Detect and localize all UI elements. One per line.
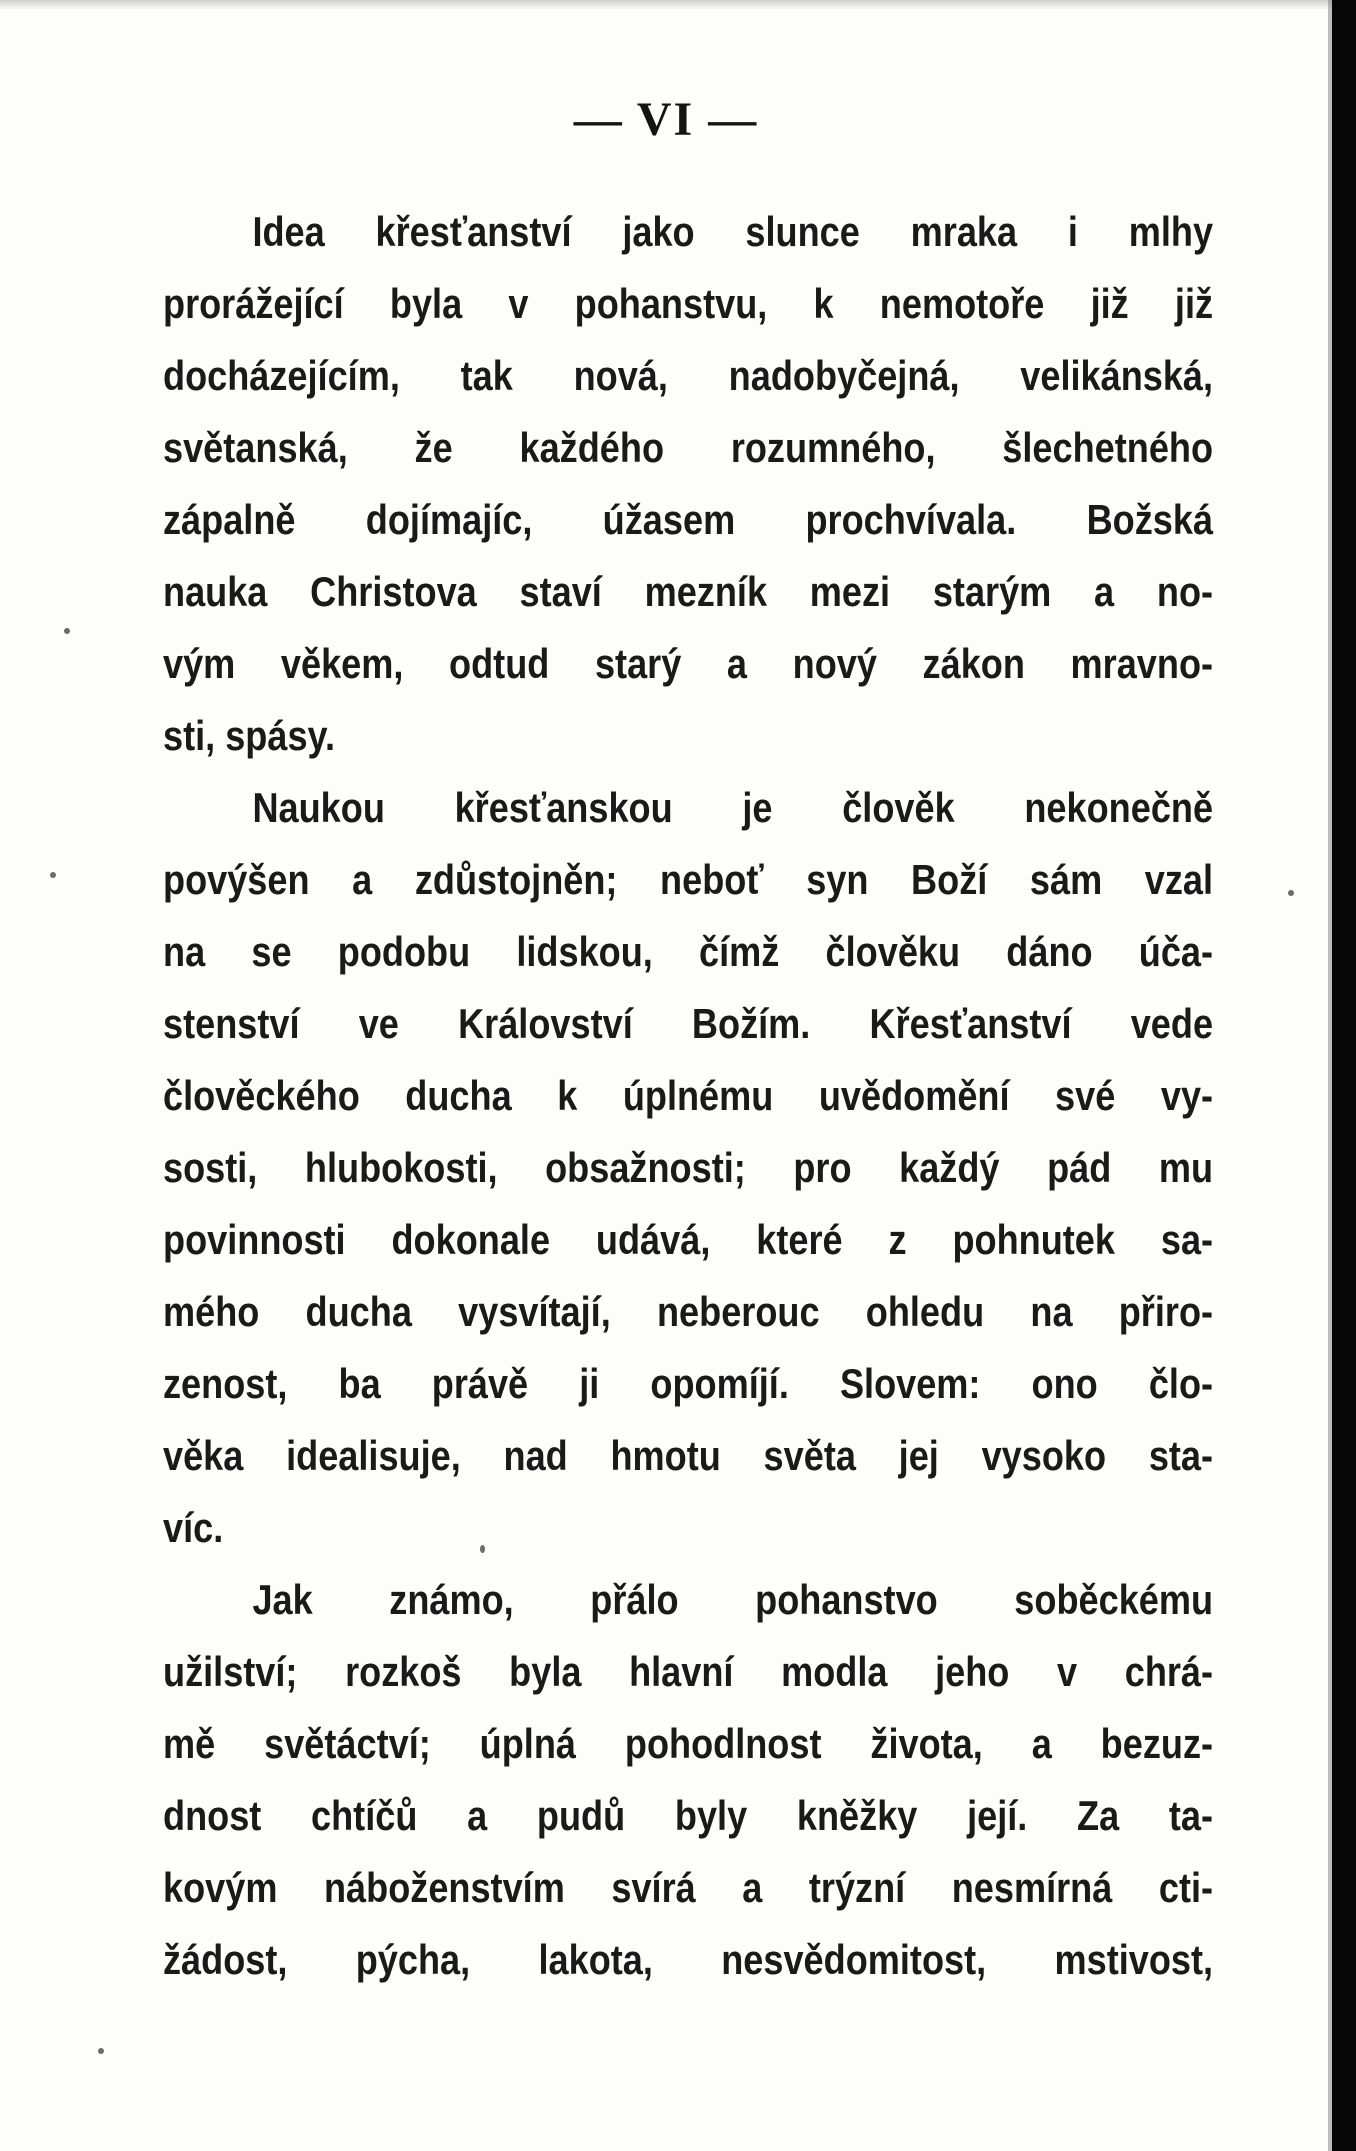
text-line: Naukou křesťanskou je člověk nekonečně bbox=[252, 784, 1214, 831]
body-text bbox=[163, 196, 1213, 1996]
text-line: zápalně dojímajíc, úžasem prochvívala. Božská bbox=[163, 496, 1214, 543]
text-line: dnost chtíčů a pudů byly kněžky její. Za ta- bbox=[163, 1792, 1214, 1839]
print-speck bbox=[1288, 890, 1294, 896]
text-line: víc. bbox=[163, 1504, 224, 1551]
text-line: prorážející byla v pohanstvu, k nemotoře již již bbox=[163, 280, 1214, 327]
text-line: sosti, hlubokosti, obsažnosti; pro každý pád mu bbox=[163, 1144, 1214, 1191]
text-line: mě světáctví; úplná pohodlnost života, a bezuz- bbox=[163, 1720, 1214, 1767]
print-speck bbox=[98, 2048, 104, 2054]
print-speck bbox=[480, 1545, 485, 1553]
text-line: vým věkem, odtud starý a nový zákon mravno- bbox=[163, 640, 1214, 687]
text-line: věka idealisuje, nad hmotu světa jej vysoko sta- bbox=[163, 1432, 1214, 1479]
text-line: nauka Christova staví mezník mezi starým a no- bbox=[163, 568, 1214, 615]
text-line: mého ducha vysvítají, neberouc ohledu na přiro- bbox=[163, 1288, 1214, 1335]
text-line: zenost, ba právě ji opomíjí. Slovem: ono člo- bbox=[163, 1360, 1214, 1407]
text-line: stenství ve Království Božím. Křesťanství vede bbox=[163, 1000, 1214, 1047]
text-line: docházejícím, tak nová, nadobyčejná, velikánská, bbox=[163, 352, 1214, 399]
text-line: na se podobu lidskou, čímž člověku dáno úča- bbox=[163, 928, 1214, 975]
page-right-border bbox=[1332, 0, 1356, 2151]
print-speck bbox=[64, 628, 70, 634]
text-line: sti, spásy. bbox=[163, 712, 335, 759]
text-line: užilství; rozkoš byla hlavní modla jeho v chrá- bbox=[163, 1648, 1214, 1695]
page-top-shadow bbox=[0, 0, 1332, 10]
text-line: člověckého ducha k úplnému uvědomění své vy- bbox=[163, 1072, 1214, 1119]
text-line: Idea křesťanství jako slunce mraka i mlhy bbox=[252, 208, 1214, 255]
text-line: světanská, že každého rozumného, šlechetného bbox=[163, 424, 1214, 471]
page-number-header: — VI — bbox=[573, 93, 759, 146]
text-line: žádost, pýcha, lakota, nesvědomitost, mstivost, bbox=[163, 1936, 1214, 1983]
print-speck bbox=[50, 872, 56, 878]
text-line: povinnosti dokonale udává, které z pohnutek sa- bbox=[163, 1216, 1214, 1263]
text-line: Jak známo, přálo pohanstvo soběckému bbox=[252, 1576, 1214, 1623]
text-line: kovým náboženstvím svírá a trýzní nesmírná cti- bbox=[163, 1864, 1214, 1911]
text-line: povýšen a zdůstojněn; neboť syn Boží sám vzal bbox=[163, 856, 1214, 903]
